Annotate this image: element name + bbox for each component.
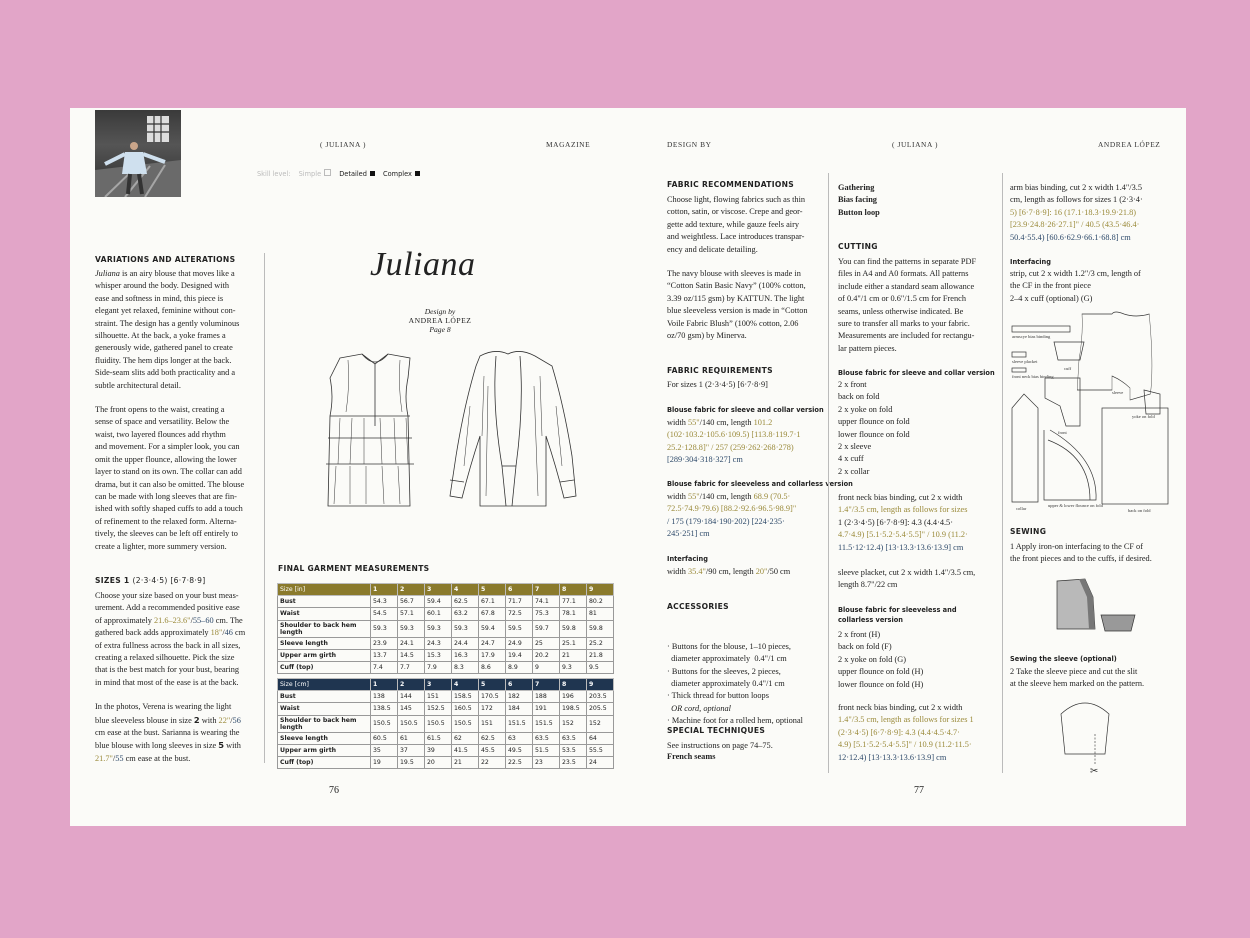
- row-label: Waist: [278, 608, 371, 620]
- interfacing-text: strip, cut 2 x width 1.2"/3 cm, length of the CF in the front piece 2–4 x cuff (optional) (G): [1010, 269, 1141, 303]
- table-cell: 35: [371, 744, 398, 756]
- table-cell: 25.1: [560, 637, 587, 649]
- table-header-row: [278, 679, 614, 691]
- table-cell: 75.3: [533, 608, 560, 620]
- table-cell: 60.5: [371, 732, 398, 744]
- garment-sketches: [320, 346, 600, 516]
- table-cell: 24: [587, 756, 614, 768]
- table-cell: 20: [425, 756, 452, 768]
- table-cell: 9: [533, 661, 560, 673]
- table-cell: 19: [371, 756, 398, 768]
- table-cell: 71.7: [506, 596, 533, 608]
- table-cell: 23: [533, 756, 560, 768]
- table-cell: 55.5: [587, 744, 614, 756]
- table-cell: 158.5: [452, 691, 479, 703]
- table-cell: 77.1: [560, 596, 587, 608]
- column-divider: [828, 173, 829, 773]
- table-cell: 23.9: [371, 637, 398, 649]
- model-photo: [95, 110, 181, 197]
- fabric-req-heading: FABRIC REQUIREMENTS: [667, 366, 773, 375]
- table-cell: 9.3: [560, 661, 587, 673]
- table-cell: 54.3: [371, 596, 398, 608]
- table-cell: 191: [533, 703, 560, 715]
- table-cell: 59.3: [371, 620, 398, 637]
- fabric-req-sub2: Blouse fabric for sleeveless and collarless version: [667, 480, 853, 488]
- cutting-sub1: Blouse fabric for sleeve and collar version: [838, 369, 995, 377]
- variations-text: Juliana is an airy blouse that moves like a whisper around the body. Designed with ease and softness in mind, this piece is elegant yet relaxed, feminine without con- straint. The design has a gently voluminous silhouette. At the back, a yoke frames a generously wide, gathered panel to create fluidity. The hem dips longer at the back. Side-seam slits add both practicality and a subtle architectural detail. The front opens to the waist, creating a sense of space and versatility. Below the waist, two layered flounces add rhythm and movement. For a simpler look, you can omit the upper flounce, allowing the lower layer to stand on its own. The collar can add drama, but it can also be omitted. The blouse can be made with long sleeves that are fin- ished with softly shaped cuffs to add a touch of refinement to the relaxed form. Alterna- tively, the sleeves can be left off entirely to create a lighter, more summery version.: [95, 269, 245, 551]
- table-cell: 63.5: [560, 732, 587, 744]
- table-cell: 21: [560, 649, 587, 661]
- table-cell: 63.5: [533, 732, 560, 744]
- table-cell: 150.5: [398, 715, 425, 732]
- table-row: [278, 637, 614, 649]
- table-cell: 9.5: [587, 661, 614, 673]
- table-cell: 67.8: [479, 608, 506, 620]
- fabric-req-sub1: Blouse fabric for sleeve and collar version: [667, 406, 824, 414]
- sewing-step1: 1 Apply iron-on interfacing to the CF of the front pieces and to the cuffs, if desired.: [1010, 542, 1152, 564]
- header-right-design-by: DESIGN BY: [667, 140, 712, 149]
- table-cell: 21: [452, 756, 479, 768]
- table-cell: 138.5: [371, 703, 398, 715]
- table-row: [278, 715, 614, 732]
- arm-binding-text: arm bias binding, cut 2 x width 1.4"/3.5 cm, length as follows for sizes 1 (2·3·4· 5) [6·7·8·9]: 16 (17.1·18.3·19.9·21.8) [23.9·24.8·26·27.1]" / 40.5 (43.5·46.4· 50.4·55.4) [60.6·62.9·66.1·68.8] cm: [1010, 183, 1143, 242]
- table-cell: 49.5: [506, 744, 533, 756]
- svg-text:front neck bias binding: front neck bias binding: [1012, 374, 1054, 379]
- fabric-req-s2: width 55"/140 cm, length 68.9 (70.5· 72.5·74.9·79.6) [88.2·92.6·96.5·98.9]" / 175 (179·184·190·202) [224·235· 245·251] cm: [667, 492, 797, 539]
- table-cell: 22.5: [506, 756, 533, 768]
- table-cell: 19.4: [506, 649, 533, 661]
- table-cell: 15.3: [425, 649, 452, 661]
- table-cell: 144: [398, 691, 425, 703]
- scissors-icon: ✂: [1090, 766, 1099, 776]
- row-label: Sleeve length: [278, 732, 371, 744]
- table-cell: 39: [425, 744, 452, 756]
- table-header-size: 6: [506, 584, 533, 596]
- table-cell: 57.1: [398, 608, 425, 620]
- table-row: [278, 756, 614, 768]
- table-cell: 24.4: [452, 637, 479, 649]
- table-header-size: 9: [587, 584, 614, 596]
- table-row: [278, 661, 614, 673]
- table-header-size: 1: [371, 584, 398, 596]
- table-cell: 8.6: [479, 661, 506, 673]
- table-cell: 59.7: [533, 620, 560, 637]
- table-cell: 54.5: [371, 608, 398, 620]
- sewing-heading: SEWING: [1010, 527, 1047, 536]
- table-cell: 152: [560, 715, 587, 732]
- table-cell: 14.5: [398, 649, 425, 661]
- table-cell: 172: [479, 703, 506, 715]
- table-cell: 37: [398, 744, 425, 756]
- table-cell: 59.3: [398, 620, 425, 637]
- header-right-title: ( JULIANA ): [892, 140, 939, 149]
- table-header-size: 5: [479, 679, 506, 691]
- table-cell: 64: [587, 732, 614, 744]
- table-header-size: 2: [398, 679, 425, 691]
- table-cell: 7.7: [398, 661, 425, 673]
- table-cell: 59.4: [425, 596, 452, 608]
- table-header-size: 5: [479, 584, 506, 596]
- table-cell: 72.5: [506, 608, 533, 620]
- sleeve-slit-diagram: [1055, 694, 1115, 776]
- table-row: [278, 744, 614, 756]
- table-header-size: 4: [452, 679, 479, 691]
- techniques-heading: SPECIAL TECHNIQUES: [667, 726, 766, 735]
- table-header-size: 6: [506, 679, 533, 691]
- cutting-list1: 2 x front back on fold 2 x yoke on fold upper flounce on fold lower flounce on fold 2 x sleeve 4 x cuff 2 x collar: [838, 380, 910, 476]
- svg-text:sleeve placket: sleeve placket: [1012, 359, 1038, 364]
- table-header-size: 1: [371, 679, 398, 691]
- skill-level-label: Skill level:: [257, 170, 291, 178]
- table-cell: 59.4: [479, 620, 506, 637]
- techniques-cont: Gathering Bias facing Button loop: [838, 183, 880, 217]
- table-cell: 60.1: [425, 608, 452, 620]
- table-cell: 62.5: [452, 596, 479, 608]
- table-cell: 160.5: [452, 703, 479, 715]
- table-cell: 152.5: [425, 703, 452, 715]
- table-cell: 8.3: [452, 661, 479, 673]
- empty-square-icon: [324, 169, 331, 176]
- table-cell: 56.7: [398, 596, 425, 608]
- table-cell: 151.5: [533, 715, 560, 732]
- cutting-sub2: Blouse fabric for sleeveless and collarless version: [838, 606, 957, 624]
- table-cell: 203.5: [587, 691, 614, 703]
- cutting-text: You can find the patterns in separate PDF files in A4 and A0 formats. All patterns include either a standard seam allowance of 0.4"/1 cm or 0.6"/1.5 cm for French seams, unless otherwise indicated. Be sure to transfer all marks to your fabric. Measurements are included for rectangu- lar pattern pieces.: [838, 257, 977, 353]
- table-cell: 8.9: [506, 661, 533, 673]
- table-cell: 170.5: [479, 691, 506, 703]
- fabric-req-sub3: Interfacing: [667, 555, 708, 563]
- table-cell: 25: [533, 637, 560, 649]
- table-row: [278, 732, 614, 744]
- svg-text:front: front: [1058, 430, 1067, 435]
- table-row: [278, 608, 614, 620]
- table-cell: 59.3: [452, 620, 479, 637]
- table-row: [278, 620, 614, 637]
- techniques-line: See instructions on page 74–75.: [667, 741, 773, 750]
- table-cell: 59.3: [425, 620, 452, 637]
- table-cell: 62.5: [479, 732, 506, 744]
- measurements-table-inches: [277, 583, 614, 674]
- table-row: [278, 596, 614, 608]
- table-cell: 74.1: [533, 596, 560, 608]
- table-cell: 67.1: [479, 596, 506, 608]
- filled-square-icon: [415, 171, 420, 176]
- row-label: Shoulder to back hem length: [278, 620, 371, 637]
- table-cell: 24.7: [479, 637, 506, 649]
- table-cell: 150.5: [371, 715, 398, 732]
- variations-heading: VARIATIONS AND ALTERATIONS: [95, 255, 236, 264]
- title-credits: Design by ANDREA LÓPEZ Page 8: [408, 307, 472, 334]
- measurements-heading: FINAL GARMENT MEASUREMENTS: [278, 564, 430, 573]
- table-cell: 63.2: [452, 608, 479, 620]
- table-cell: 24.9: [506, 637, 533, 649]
- table-header-size: 8: [560, 679, 587, 691]
- table-cell: 45.5: [479, 744, 506, 756]
- row-label: Cuff (top): [278, 756, 371, 768]
- sewing-step2: 2 Take the sleeve piece and cut the slit at the sleeve hem marked on the pattern.: [1010, 667, 1145, 689]
- fabric-req-s1: width 55"/140 cm, length 101.2 (102·103.2·105.6·109.5) [113.8·119.7·1 25.2·128.8]" / 257 (259·262·268·278) [289·304·318·327] cm: [667, 418, 801, 465]
- table-cell: 188: [533, 691, 560, 703]
- skill-detailed: Detailed: [339, 170, 367, 178]
- svg-text:back on fold: back on fold: [1128, 508, 1151, 513]
- table-cell: 17.9: [479, 649, 506, 661]
- skill-complex: Complex: [383, 170, 412, 178]
- table-header-label: Size [in]: [278, 584, 371, 596]
- table-header-size: 2: [398, 584, 425, 596]
- svg-text:armscye bias binding: armscye bias binding: [1012, 334, 1051, 339]
- sewing-sleeve-head: Sewing the sleeve (optional): [1010, 655, 1117, 663]
- header-right-author: ANDREA LÓPEZ: [1098, 140, 1161, 149]
- cutting-list2: 2 x front (H) back on fold (F) 2 x yoke on fold (G) upper flounce on fold (H) lower flounce on fold (H): [838, 630, 924, 689]
- table-cell: 205.5: [587, 703, 614, 715]
- table-cell: 61.5: [425, 732, 452, 744]
- accessories-heading: ACCESSORIES: [667, 602, 729, 611]
- interfacing-diagram: [1055, 573, 1137, 635]
- sizes-heading: SIZES 1 (2·3·4·5) [6·7·8·9]: [95, 576, 206, 585]
- table-cell: 7.9: [425, 661, 452, 673]
- row-label: Waist: [278, 703, 371, 715]
- table-cell: 59.8: [587, 620, 614, 637]
- filled-square-icon: [370, 171, 375, 176]
- table-cell: 196: [560, 691, 587, 703]
- table-cell: 53.5: [560, 744, 587, 756]
- table-cell: 61: [398, 732, 425, 744]
- row-label: Bust: [278, 691, 371, 703]
- fabric-rec-heading: FABRIC RECOMMENDATIONS: [667, 180, 795, 189]
- table-cell: 21.8: [587, 649, 614, 661]
- svg-text:collar: collar: [1016, 506, 1027, 511]
- table-header-size: 7: [533, 679, 560, 691]
- table-cell: 62: [452, 732, 479, 744]
- table-cell: 138: [371, 691, 398, 703]
- table-cell: 184: [506, 703, 533, 715]
- magazine-spread: [70, 108, 1186, 826]
- table-header-size: 9: [587, 679, 614, 691]
- table-header-row: [278, 584, 614, 596]
- table-cell: 16.3: [452, 649, 479, 661]
- table-cell: 19.5: [398, 756, 425, 768]
- table-header-label: Size [cm]: [278, 679, 371, 691]
- table-row: [278, 691, 614, 703]
- svg-text:yoke on fold: yoke on fold: [1132, 414, 1155, 419]
- table-cell: 150.5: [425, 715, 452, 732]
- table-cell: 51.5: [533, 744, 560, 756]
- table-cell: 7.4: [371, 661, 398, 673]
- column-divider: [1002, 173, 1003, 773]
- skill-simple: Simple: [298, 170, 322, 178]
- table-header-size: 3: [425, 584, 452, 596]
- table-cell: 23.5: [560, 756, 587, 768]
- table-cell: 13.7: [371, 649, 398, 661]
- svg-text:cuff: cuff: [1064, 366, 1072, 371]
- table-cell: 151.5: [506, 715, 533, 732]
- long-sleeve-blouse-sketch: [450, 351, 576, 506]
- row-label: Cuff (top): [278, 661, 371, 673]
- table-cell: 198.5: [560, 703, 587, 715]
- accessories-list: · Buttons for the blouse, 1–10 pieces, diameter approximately 0.4"/1 cm · Buttons for the sleeves, 2 pieces, diameter approximately 0.4"/1 cm · Thick thread for button loops OR cord, optional · Machine foot for a rolled hem, optional: [667, 641, 803, 726]
- header-left-magazine: MAGAZINE: [546, 140, 591, 149]
- table-cell: 145: [398, 703, 425, 715]
- table-cell: 22: [479, 756, 506, 768]
- sizes-text: Choose your size based on your bust meas- urement. Add a recommended positive ease of approximately 21.6–23.6"/55–60 cm. The gathered back adds approximately 18"/46 cm of extra fullness across the back in all sizes, creating a relaxed silhouette. Pick the size that is the best match for your bust, bearing in mind that most of the ease is at the back. In the photos, Verena is wearing the light blue sleeveless blouse in size 2 with 22"/56 cm ease at the bust. Sarianna is wearing the blue blouse with long sleeves in size 5 with 21.7"/55 cm ease at the bust.: [95, 591, 246, 763]
- row-label: Sleeve length: [278, 637, 371, 649]
- table-cell: 63: [506, 732, 533, 744]
- row-label: Shoulder to back hem length: [278, 715, 371, 732]
- page-number-left: 76: [329, 785, 339, 796]
- table-cell: 41.5: [452, 744, 479, 756]
- fabric-req-sizes: For sizes 1 (2·3·4·5) [6·7·8·9]: [667, 380, 768, 389]
- table-header-size: 3: [425, 679, 452, 691]
- table-cell: 78.1: [560, 608, 587, 620]
- table-header-size: 8: [560, 584, 587, 596]
- cutting-neck2: front neck bias binding, cut 2 x width 1.4"/3.5 cm, length as follows for sizes 1 (2·3·4·5) [6·7·8·9]: 4.3 (4.4·4.5·4.7· 4.9) [5.1·5.2·5.4·5.5]" / 10.9 (11.2·11.5· 12·12.4) [13·13.3·13.6·13.9] cm: [838, 703, 974, 762]
- table-cell: 24.3: [425, 637, 452, 649]
- table-cell: 80.2: [587, 596, 614, 608]
- fabric-rec-text: Choose light, flowing fabrics such as thin cotton, satin, or viscose. Crepe and geor- gette add texture, while gauze feels airy and weightless. Lace introduces transpar- ency and delicate detailing. The navy blouse with sleeves is made in “Cotton Satin Basic Navy” (100% cotton, 3.39 oz/115 gsm) by KATTUN. The light blue sleeveless version is made in “Cotton Voile Fabric Blush” (100% cotton, 2.06 oz/70 gsm) by Minerva.: [667, 195, 808, 341]
- table-cell: 59.8: [560, 620, 587, 637]
- table-cell: 25.2: [587, 637, 614, 649]
- table-cell: 151: [425, 691, 452, 703]
- table-cell: 81: [587, 608, 614, 620]
- skill-level: [257, 169, 426, 178]
- row-label: Bust: [278, 596, 371, 608]
- row-label: Upper arm girth: [278, 744, 371, 756]
- pattern-title: Juliana: [370, 246, 476, 283]
- pattern-layout-diagram: [1010, 306, 1170, 516]
- table-cell: 151: [479, 715, 506, 732]
- table-cell: 24.1: [398, 637, 425, 649]
- table-cell: 152: [587, 715, 614, 732]
- table-header-size: 7: [533, 584, 560, 596]
- svg-text:upper & lower flounce on fold: upper & lower flounce on fold: [1048, 503, 1103, 508]
- table-row: [278, 703, 614, 715]
- interfacing-line: width 35.4"/90 cm, length 20"/50 cm: [667, 567, 791, 576]
- table-cell: 182: [506, 691, 533, 703]
- measurements-table-cm: [277, 678, 614, 769]
- table-cell: 150.5: [452, 715, 479, 732]
- sleeveless-blouse-sketch: [326, 354, 414, 506]
- juliana-name: Juliana: [95, 269, 120, 278]
- table-row: [278, 649, 614, 661]
- svg-text:sleeve: sleeve: [1112, 390, 1124, 395]
- table-header-size: 4: [452, 584, 479, 596]
- interfacing-head: Interfacing: [1010, 258, 1051, 266]
- column-divider: [264, 253, 265, 763]
- table-cell: 20.2: [533, 649, 560, 661]
- technique-french-seams: French seams: [667, 752, 716, 761]
- header-left-title: ( JULIANA ): [320, 140, 367, 149]
- cutting-placket: sleeve placket, cut 2 x width 1.4"/3.5 cm, length 8.7"/22 cm: [838, 568, 976, 590]
- table-cell: 59.5: [506, 620, 533, 637]
- page-number-right: 77: [914, 785, 924, 796]
- cutting-heading: CUTTING: [838, 242, 878, 251]
- cutting-neck1: front neck bias binding, cut 2 x width 1.4"/3.5 cm, length as follows for sizes 1 (2·3·4·5) [6·7·8·9]: 4.3 (4.4·4.5· 4.7·4.9) [5.1·5.2·5.4·5.5]" / 10.9 (11.2· 11.5·12·12.4) [13·13.3·13.6·13.9] cm: [838, 493, 968, 552]
- row-label: Upper arm girth: [278, 649, 371, 661]
